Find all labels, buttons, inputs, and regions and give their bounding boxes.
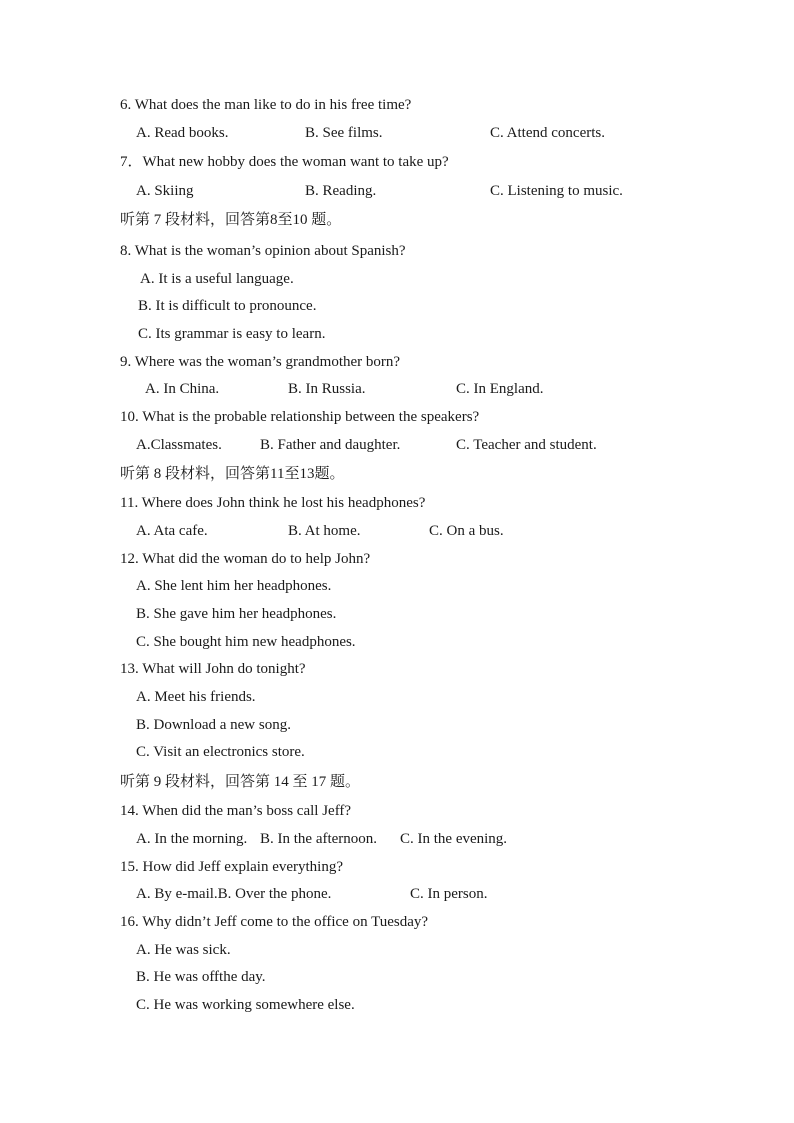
option-label: B. Reading. [305,183,377,199]
option-label: C. In person. [410,886,488,902]
option-label: B. He was offthe day. [136,969,266,985]
question-label: 8. What is the woman’s opinion about Spanish? [120,243,406,259]
option-label: A. By e-mail.B. Over the phone. [136,886,332,902]
option-label: C. He was working somewhere else. [136,997,355,1013]
question-label: 12. What did the woman do to help John? [120,551,371,567]
option-label: C. Teacher and student. [456,437,597,453]
option-label: B. See films. [305,125,383,141]
option-label: B. In the afternoon. [260,831,378,847]
option-label: C. Listening to music. [490,183,623,199]
option-label: C. Visit an electronics store. [136,744,305,760]
option-label: C. Attend concerts. [490,125,605,141]
option-label: A. Read books. [136,125,229,141]
option-label: B. Download a new song. [136,717,291,733]
option-label: B. She gave him her headphones. [136,606,337,622]
option-label: A. Ata cafe. [136,523,208,539]
question-label: 16. Why didn’t Jeff come to the office on Tuesday? [120,914,429,930]
option-label: A. He was sick. [136,942,231,958]
option-label: A. In the morning. [136,831,248,847]
option-label: A. In China. [145,381,220,397]
option-label: C. On a bus. [429,523,504,539]
instruction-label: 听第 8 段材料，回答第11至13题。 [120,466,345,482]
instruction-label: 听第 9 段材料，回答第 14 至 17 题。 [120,774,361,790]
option-label: A. She lent him her headphones. [136,578,332,594]
instruction-label: 听第 7 段材料，回答第8至10 题。 [120,212,342,228]
question-label: 13. What will John do tonight? [120,661,306,677]
option-label: A.Classmates. [136,437,222,453]
option-label: B. In Russia. [288,381,366,397]
option-label: B. Father and daughter. [260,437,401,453]
option-label: A. It is a useful language. [140,271,294,287]
option-label: C. In the evening. [400,831,508,847]
option-label: A. Skiing [136,183,194,199]
question-label: 15. How did Jeff explain everything? [120,859,344,875]
option-label: C. In England. [456,381,544,397]
option-label: B. It is difficult to pronounce. [138,298,317,314]
option-label: B. At home. [288,523,361,539]
question-label: 9. Where was the woman’s grandmother born? [120,354,401,370]
question-label: 10. What is the probable relationship between the speakers? [120,409,480,425]
question-label: 7．What new hobby does the woman want to take up? [120,154,449,170]
question-label: 11. Where does John think he lost his headphones? [120,495,426,511]
question-label: 14. When did the man’s boss call Jeff? [120,803,352,819]
question-label: 6. What does the man like to do in his free time? [120,97,412,113]
option-label: A. Meet his friends. [136,689,256,705]
option-label: C. Its grammar is easy to learn. [138,326,326,342]
option-label: C. She bought him new headphones. [136,634,356,650]
